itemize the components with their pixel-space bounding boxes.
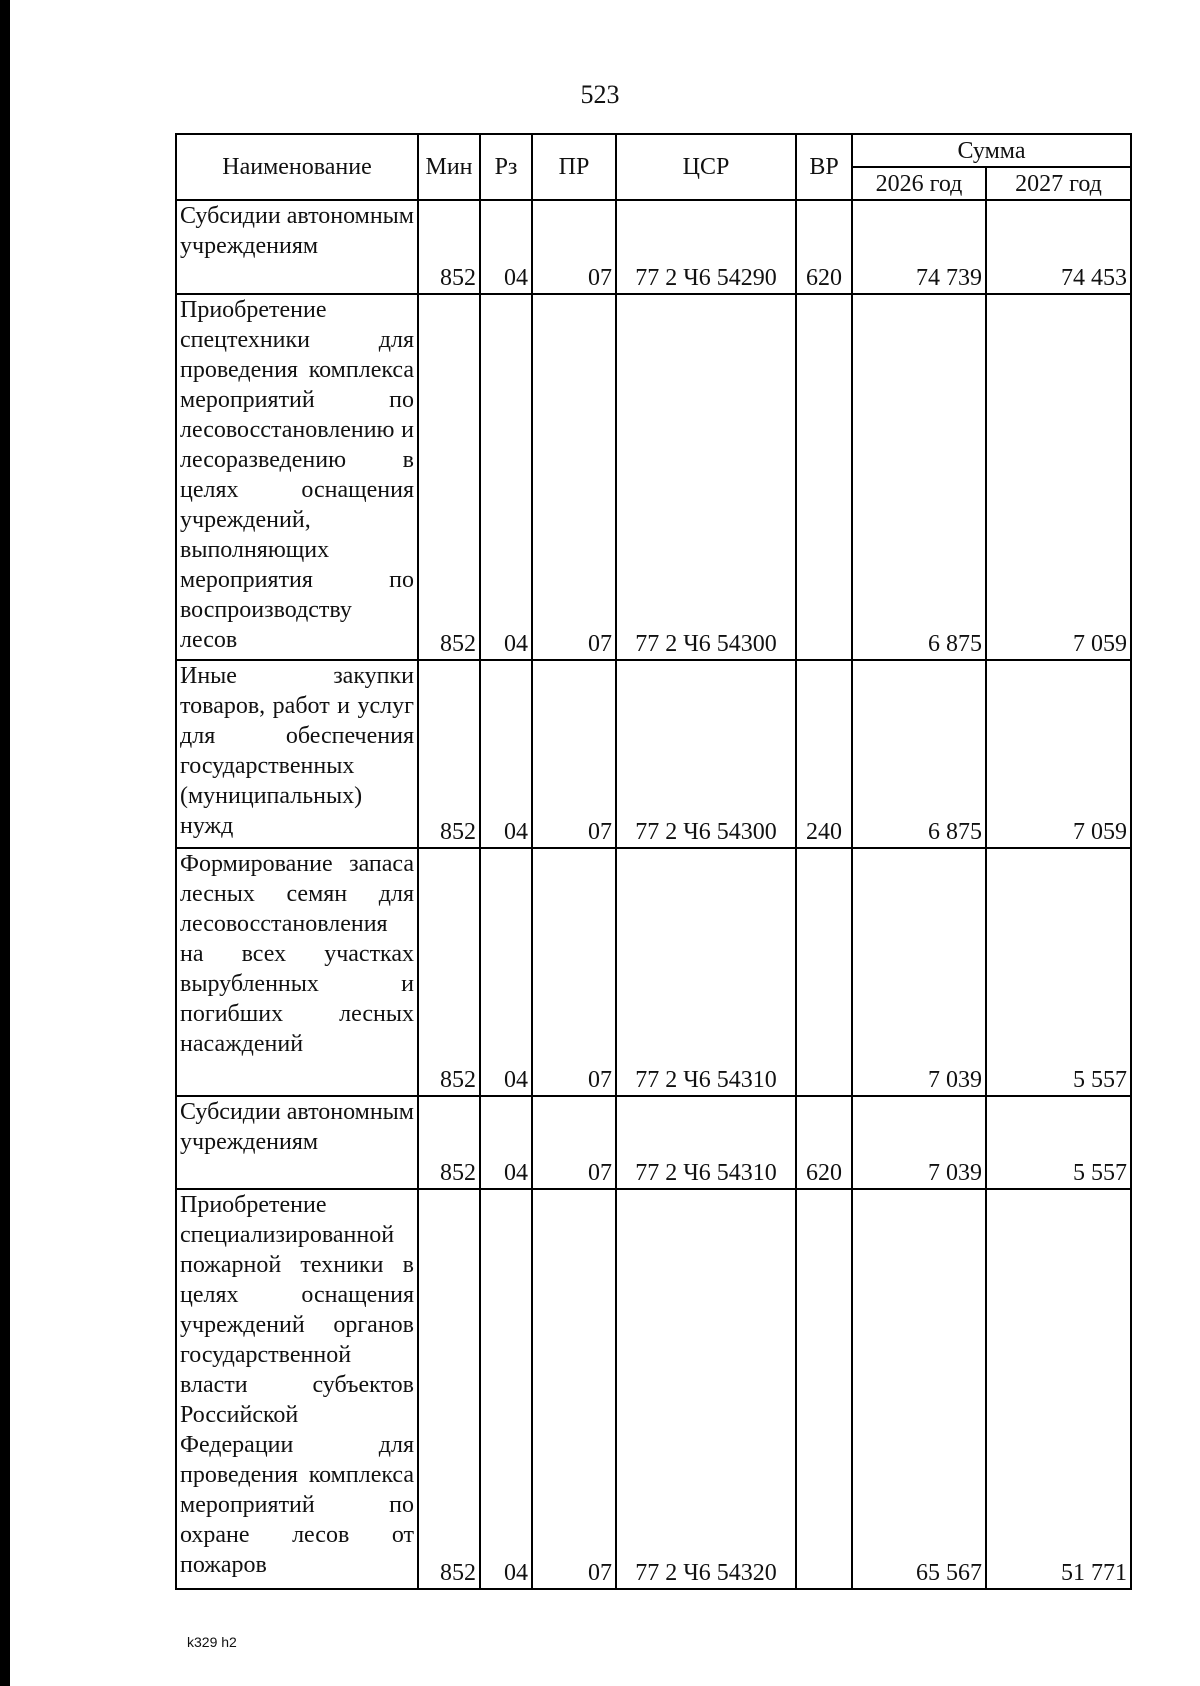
row-pr: 07 — [532, 200, 616, 294]
row-name: Субсидии автономным учреждениям — [176, 1096, 418, 1189]
row-sum-2027: 7 059 — [986, 660, 1131, 848]
row-csr: 77 2 Ч6 54290 — [616, 200, 796, 294]
row-name: Субсидии автономным учреждениям — [176, 200, 418, 294]
table-row — [176, 660, 1131, 848]
row-csr: 77 2 Ч6 54310 — [616, 1096, 796, 1189]
table-row — [176, 294, 1131, 660]
row-min: 852 — [418, 660, 480, 848]
row-name: Приобретение специализированной пожарной техники в целях оснащения учреждений органов государственной власти субъектов Российской Федерации для проведения комплекса мероприятий по охране лесов от пожаров — [176, 1189, 418, 1589]
row-rz: 04 — [480, 200, 532, 294]
row-min: 852 — [418, 200, 480, 294]
row-pr: 07 — [532, 294, 616, 660]
header-name: Наименование — [176, 134, 418, 200]
row-pr: 07 — [532, 660, 616, 848]
row-rz: 04 — [480, 660, 532, 848]
row-rz: 04 — [480, 1096, 532, 1189]
row-min: 852 — [418, 294, 480, 660]
row-sum-2027: 74 453 — [986, 200, 1131, 294]
header-sum: Сумма — [852, 134, 1131, 167]
header-min: Мин — [418, 134, 480, 200]
row-pr: 07 — [532, 848, 616, 1096]
page-number: 523 — [580, 80, 620, 109]
row-sum-2027: 5 557 — [986, 848, 1131, 1096]
row-min: 852 — [418, 1096, 480, 1189]
table-row — [176, 1096, 1131, 1189]
row-rz: 04 — [480, 294, 532, 660]
row-name: Формирование запаса лесных семян для лесовосстановления на всех участках вырубленных и погибших лесных насаждений — [176, 848, 418, 1096]
row-sum-2026: 7 039 — [852, 1096, 986, 1189]
header-rz: Рз — [480, 134, 532, 200]
row-rz: 04 — [480, 848, 532, 1096]
row-vr: 620 — [796, 200, 852, 294]
table-row — [176, 1189, 1131, 1589]
row-sum-2027: 51 771 — [986, 1189, 1131, 1589]
row-csr: 77 2 Ч6 54300 — [616, 294, 796, 660]
row-name: Приобретение спецтехники для проведения комплекса мероприятий по лесовосстановлению и лесоразведению в целях оснащения учреждений, выполняющих мероприятия по воспроизводству лесов — [176, 294, 418, 660]
header-vr: ВР — [796, 134, 852, 200]
table-row — [176, 200, 1131, 294]
header-year-2026: 2026 год — [852, 167, 986, 200]
row-sum-2026: 7 039 — [852, 848, 986, 1096]
row-min: 852 — [418, 1189, 480, 1589]
header-csr: ЦСР — [616, 134, 796, 200]
row-sum-2026: 65 567 — [852, 1189, 986, 1589]
row-sum-2026: 6 875 — [852, 660, 986, 848]
row-sum-2026: 74 739 — [852, 200, 986, 294]
row-vr: 240 — [796, 660, 852, 848]
row-rz: 04 — [480, 1189, 532, 1589]
row-vr — [796, 1189, 852, 1589]
row-vr: 620 — [796, 1096, 852, 1189]
row-name: Иные закупки товаров, работ и услуг для обеспечения государственных (муниципальных) нужд — [176, 660, 418, 848]
row-sum-2027: 5 557 — [986, 1096, 1131, 1189]
footer-code: k329 h2 — [187, 1634, 237, 1650]
row-csr: 77 2 Ч6 54310 — [616, 848, 796, 1096]
header-year-2027: 2027 год — [986, 167, 1131, 200]
row-pr: 07 — [532, 1189, 616, 1589]
row-sum-2026: 6 875 — [852, 294, 986, 660]
row-csr: 77 2 Ч6 54320 — [616, 1189, 796, 1589]
row-vr — [796, 848, 852, 1096]
header-pr: ПР — [532, 134, 616, 200]
scan-edge-bar — [0, 0, 10, 1686]
row-sum-2027: 7 059 — [986, 294, 1131, 660]
row-min: 852 — [418, 848, 480, 1096]
table-row — [176, 848, 1131, 1096]
row-pr: 07 — [532, 1096, 616, 1189]
row-csr: 77 2 Ч6 54300 — [616, 660, 796, 848]
budget-table — [175, 133, 1132, 1590]
row-vr — [796, 294, 852, 660]
